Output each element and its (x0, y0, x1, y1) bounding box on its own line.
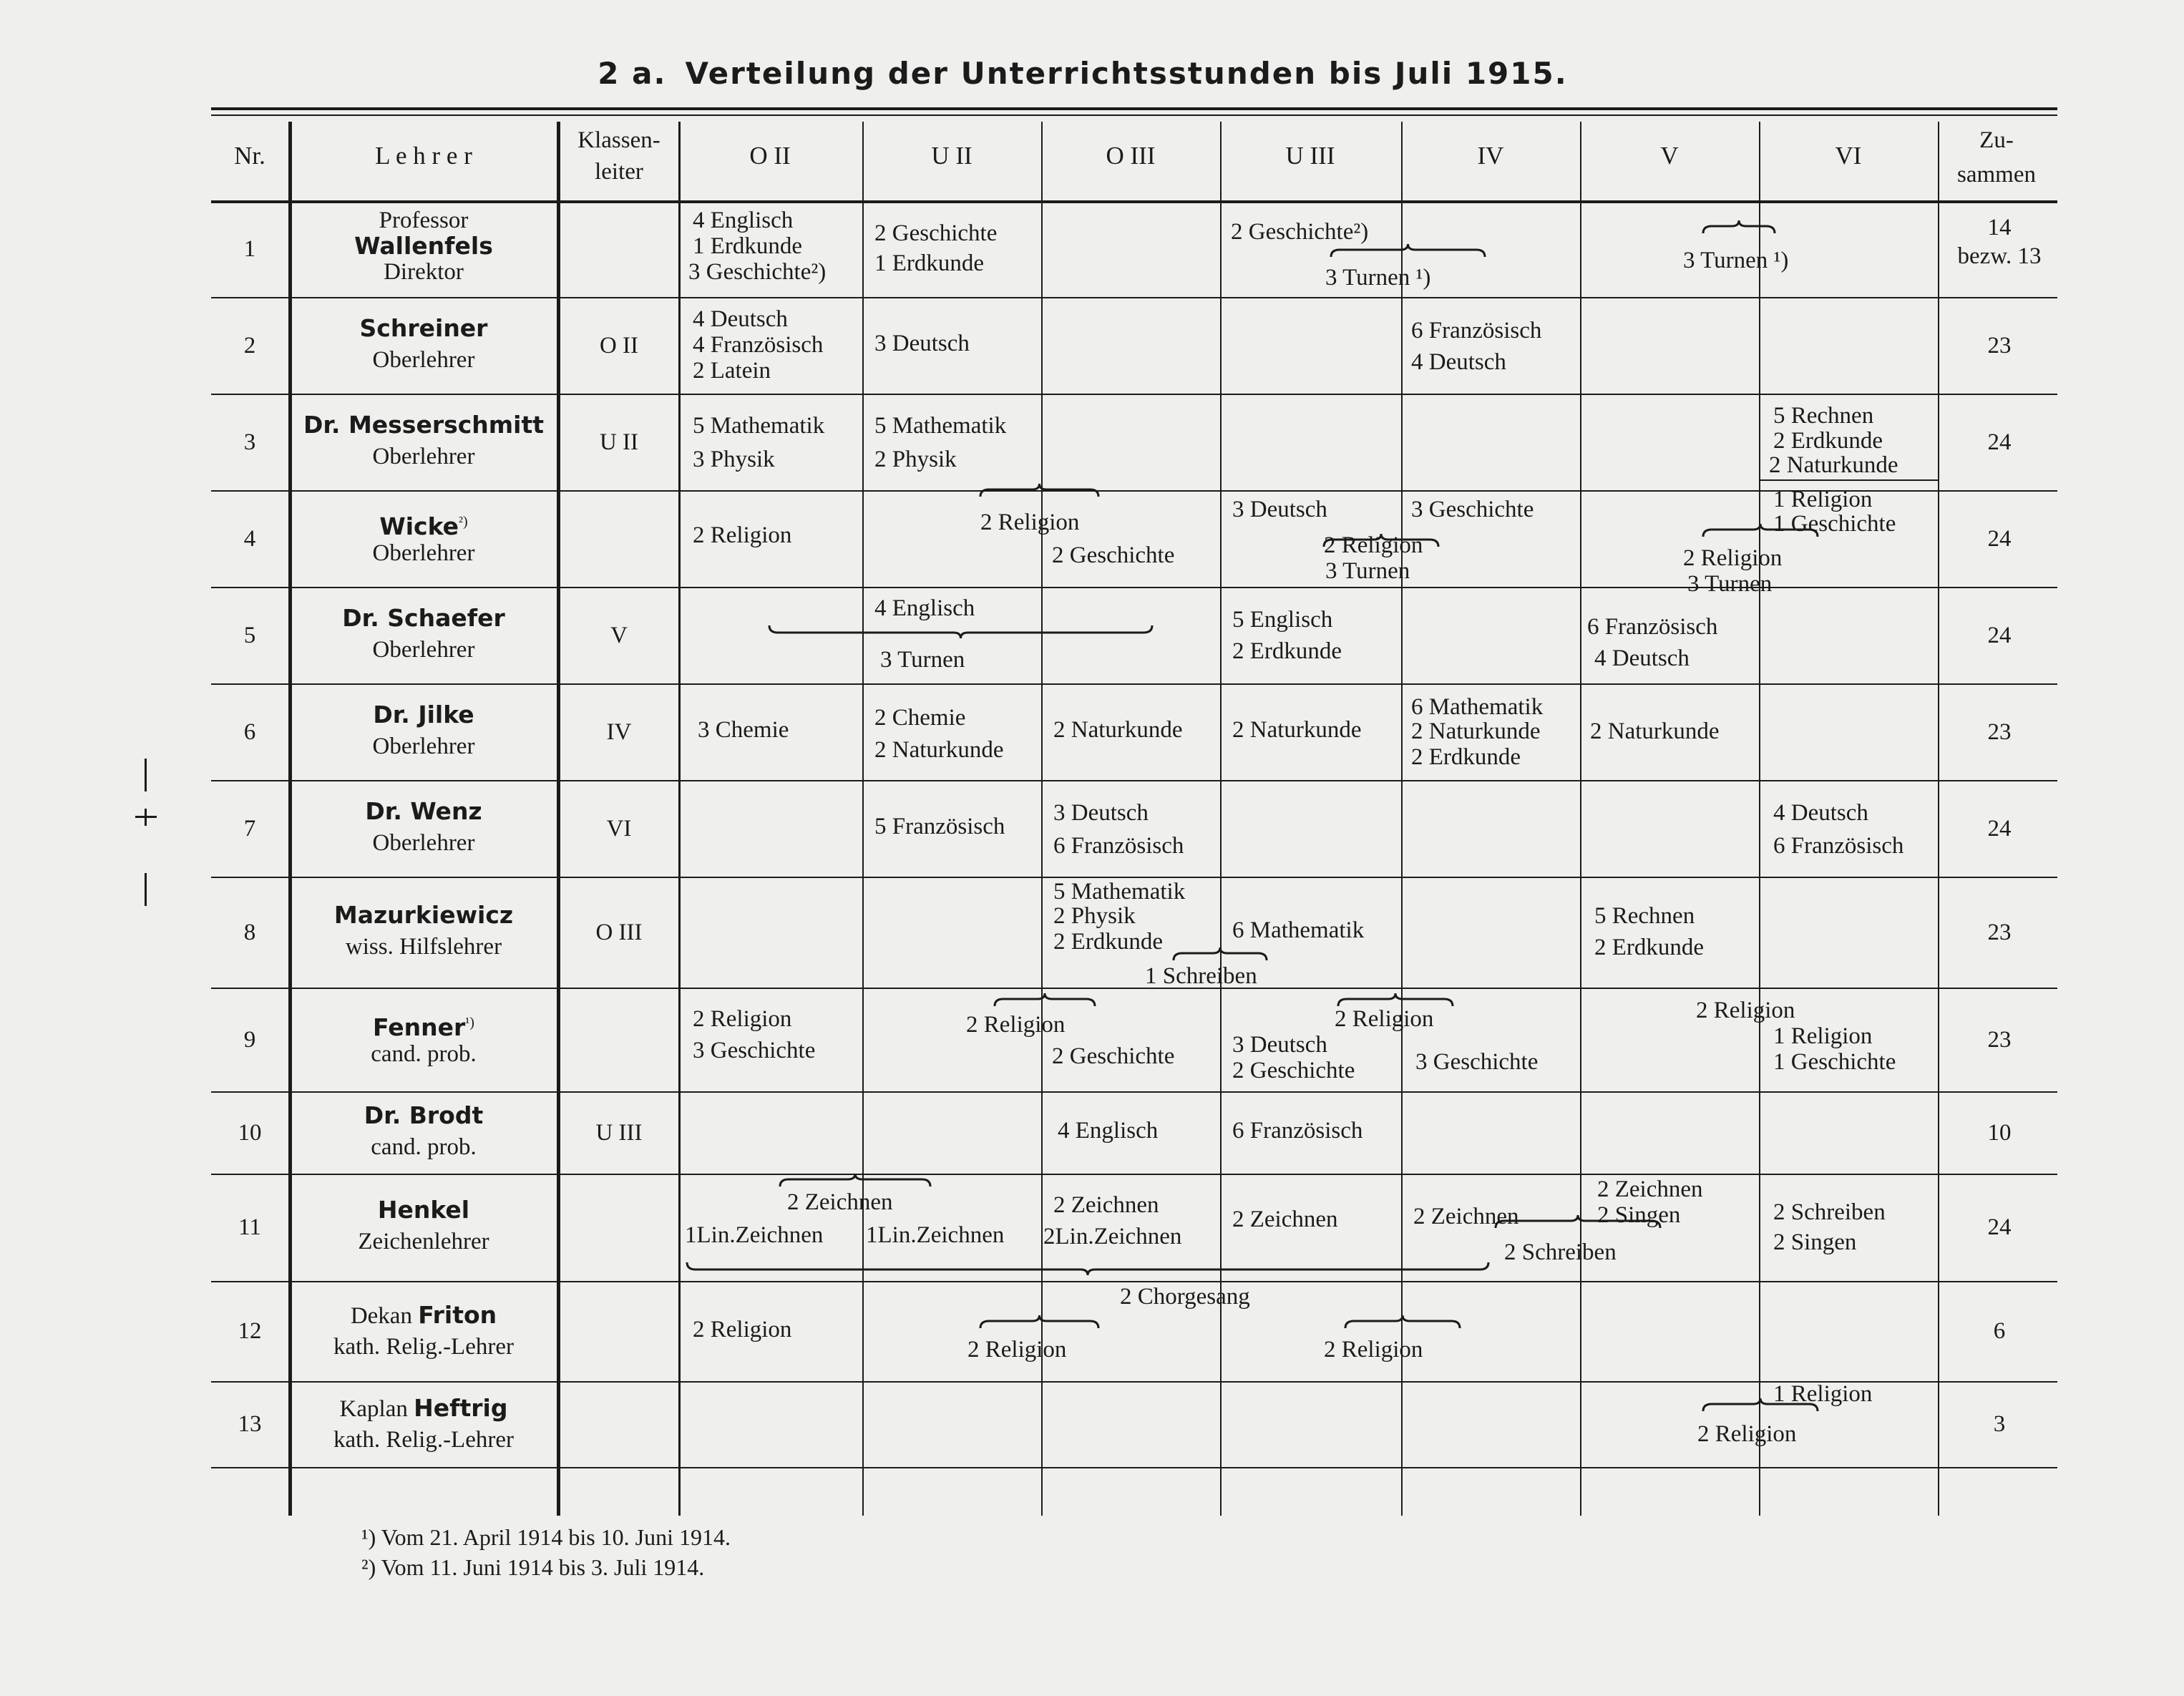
subject-entry: 5 Französisch (874, 814, 1005, 839)
footnote-ref: ²) (459, 513, 468, 530)
teacher-name-line (303, 412, 544, 439)
subject-entry: 5 Rechnen (1773, 403, 1874, 429)
header-zusammen: Zu- (1979, 127, 2014, 153)
brace-turnen (769, 623, 1152, 640)
total-hours: 10 (1987, 1119, 2012, 1146)
total-hours: 24 (1987, 815, 2012, 842)
subject-entry: 2 Geschichte (1232, 1058, 1355, 1083)
subject-entry: 3 Geschichte (1415, 1049, 1539, 1075)
row-number: 4 (243, 525, 256, 552)
total-hours: 24 (1987, 429, 2012, 455)
subject-entry: 2 Singen (1773, 1229, 1857, 1255)
teacher-name: Fenner (373, 1013, 466, 1041)
total-hours: 23 (1987, 332, 2012, 359)
row-number: 10 (238, 1119, 262, 1146)
teacher-name-line (340, 1395, 508, 1422)
teacher-name-line (373, 1010, 474, 1041)
teacher-name-line (373, 702, 474, 728)
column-divider (862, 122, 864, 1516)
header-bottom-rule (211, 200, 2057, 203)
teacher-role: wiss. Hilfslehrer (345, 933, 502, 960)
subject-entry: 2 Zeichnen (1232, 1207, 1338, 1232)
subject-entry: 3 Turnen ¹) (1683, 248, 1789, 273)
subject-entry: 2Lin.Zeichnen (1043, 1224, 1182, 1249)
subject-entry: 2 Erdkunde (1232, 638, 1342, 664)
subject-entry: 2 Religion (1324, 1337, 1423, 1363)
brace-religion (1338, 995, 1453, 1012)
subject-entry: 3 Geschichte (693, 1038, 816, 1063)
teacher-name-line (364, 1103, 483, 1129)
teacher-name-line (378, 1197, 469, 1224)
teacher-name: Henkel (377, 1196, 470, 1224)
top-rule-thick (211, 107, 2057, 110)
subject-entry: 3 Turnen (1325, 558, 1410, 584)
brace-religion (995, 995, 1095, 1012)
subject-entry: 6 Mathematik (1411, 694, 1544, 720)
row-divider (211, 587, 2057, 588)
subject-entry: 2 Religion (1335, 1006, 1434, 1032)
header-klassenleiter: leiter (595, 159, 643, 185)
teacher-name: Schreiner (359, 313, 488, 342)
subject-entry: 2 Erdkunde (1053, 929, 1164, 955)
row-divider (211, 1281, 2057, 1282)
subject-entry: 2 Religion (980, 510, 1080, 535)
subject-entry: 2 Erdkunde (1594, 935, 1705, 960)
teacher-role: Oberlehrer (372, 540, 475, 566)
subject-entry: 2 Geschichte (1052, 542, 1175, 568)
subject-entry: 3 Deutsch (1232, 497, 1327, 522)
subject-entry: 2 Zeichnen (787, 1189, 893, 1215)
subject-entry: 3 Geschichte (1411, 497, 1534, 522)
brace-religion (1345, 1317, 1460, 1334)
subject-entry: 2 Erdkunde (1773, 428, 1883, 454)
subject-entry: 4 Deutsch (693, 306, 788, 332)
subject-entry: 2 Naturkunde (1590, 718, 1720, 744)
klassenleiter-value: O III (595, 919, 643, 945)
total-hours: 24 (1987, 622, 2012, 648)
top-rule-thin (211, 114, 2057, 116)
subject-entry: 1 Schreiben (1145, 963, 1257, 989)
subject-entry: 2 Naturkunde (1232, 717, 1362, 743)
subject-entry: 2 Chorgesang (1120, 1284, 1250, 1310)
total-hours: 14 (1987, 214, 2012, 240)
subject-entry: 2 Zeichnen (1597, 1176, 1703, 1202)
brace-religion (1324, 535, 1438, 552)
teacher-role: kath. Relig.-Lehrer (333, 1334, 514, 1360)
subject-entry: 2 Religion (693, 1006, 792, 1032)
brace-religion (1703, 525, 1818, 542)
subject-entry: 2 Zeichnen (1413, 1204, 1519, 1229)
header-class: O III (1106, 142, 1156, 170)
subject-entry: 1Lin.Zeichnen (685, 1222, 824, 1248)
subject-entry: 3 Deutsch (1053, 800, 1149, 826)
header-klassenleiter: Klassen- (577, 127, 660, 153)
subject-entry: 2 Geschichte (1052, 1043, 1175, 1069)
klassenleiter-value: O II (599, 332, 639, 359)
row-divider (211, 394, 2057, 395)
subject-entry: 1 Geschichte (1773, 1049, 1896, 1075)
teacher-name: Mazurkiewicz (333, 900, 514, 929)
column-divider-nr (288, 122, 292, 1516)
brace-religion (1703, 1400, 1818, 1417)
subject-entry: 6 Mathematik (1232, 917, 1365, 943)
row-divider (211, 683, 2057, 685)
subject-entry: 2 Physik (1053, 903, 1136, 929)
header-class: V (1660, 142, 1679, 170)
subject-entry: 3 Chemie (698, 717, 789, 743)
subject-entry: 6 Französisch (1053, 833, 1184, 859)
teacher-title: Kaplan (339, 1396, 408, 1422)
subject-entry: 2 Naturkunde (1411, 718, 1541, 744)
teacher-name: Dr. Schaefer (342, 603, 505, 632)
brace-religion (980, 1317, 1098, 1334)
subject-entry: 2 Chemie (874, 705, 966, 731)
column-divider (1759, 122, 1760, 1516)
subject-entry: 2 Schreiben (1773, 1199, 1886, 1225)
row-number: 11 (238, 1214, 261, 1240)
row-divider (211, 297, 2057, 298)
total-hours: 24 (1987, 1214, 2012, 1240)
klassenleiter-value: VI (606, 815, 632, 842)
header-class: U II (931, 142, 972, 170)
column-divider (1938, 122, 1939, 1516)
brace-religion (980, 485, 1098, 502)
column-divider (1401, 122, 1403, 1516)
teacher-name: Wallenfels (354, 231, 493, 260)
subject-entry: 2 Geschichte (874, 220, 998, 246)
header-nr: Nr. (234, 142, 265, 170)
teacher-name: Heftrig (414, 1394, 508, 1422)
subject-entry: 4 Englisch (693, 208, 794, 233)
subject-entry: 5 Englisch (1232, 607, 1333, 633)
subject-entry: 2 Religion (966, 1012, 1066, 1038)
subject-entry: 5 Mathematik (1053, 879, 1186, 905)
total-hours: 23 (1987, 919, 2012, 945)
row-number: 13 (238, 1411, 262, 1437)
subject-entry: 2 Naturkunde (874, 737, 1004, 763)
column-divider (1580, 122, 1581, 1516)
teacher-role: kath. Relig.-Lehrer (333, 1427, 514, 1453)
brace-schreiben (1174, 949, 1267, 966)
subject-entry: 1 Religion (1773, 487, 1873, 512)
header-class: U III (1285, 142, 1335, 170)
row-divider (211, 988, 2057, 989)
subject-entry: 2 Religion (967, 1337, 1067, 1363)
row-number: 5 (243, 622, 256, 648)
row-number: 8 (243, 919, 256, 945)
teacher-name-line (351, 1302, 497, 1329)
teacher-role: Oberlehrer (372, 443, 475, 469)
brace-zeichnen (687, 1259, 1488, 1277)
teacher-role: Oberlehrer (372, 733, 475, 759)
brace-zeichnen (780, 1175, 930, 1192)
teacher-role: cand. prob. (371, 1040, 477, 1067)
subject-entry: 3 Deutsch (1232, 1032, 1327, 1058)
brace-schreiben (1496, 1217, 1660, 1234)
row-number: 7 (243, 815, 256, 842)
subject-entry: 2 Geschichte²) (1231, 219, 1369, 245)
subject-entry: 2 Religion (693, 522, 792, 548)
total-hours: 3 (1993, 1411, 2006, 1437)
brace-turnen (1703, 222, 1775, 239)
header-class: O II (749, 142, 791, 170)
teacher-name: Dr. Jilke (373, 700, 474, 728)
column-divider-klassenleiter (678, 122, 681, 1516)
row-divider (211, 1091, 2057, 1093)
teacher-role: Zeichenlehrer (358, 1229, 489, 1254)
teacher-role: cand. prob. (371, 1134, 477, 1160)
footnote-1: ¹) Vom 21. April 1914 bis 10. Juni 1914. (361, 1524, 731, 1550)
subject-entry: 1 Religion (1773, 1381, 1873, 1407)
klassenleiter-value: U III (595, 1119, 643, 1146)
teacher-name-line (359, 313, 488, 342)
subject-entry: 2 Singen (1597, 1202, 1681, 1228)
subject-entry: 1 Erdkunde (693, 233, 803, 259)
bottom-rule (211, 1467, 2057, 1468)
subject-entry: 4 Französisch (693, 332, 824, 358)
subject-entry: 5 Mathematik (693, 413, 825, 439)
subject-entry: 4 Deutsch (1594, 645, 1690, 671)
total-hours: 23 (1987, 1026, 2012, 1053)
row-number: 12 (238, 1318, 262, 1344)
row-number: 6 (243, 718, 256, 745)
subject-entry: 2 Religion (1696, 998, 1795, 1023)
row-divider (211, 1174, 2057, 1175)
klassenleiter-value: U II (599, 429, 639, 455)
teacher-title: Professor (379, 207, 469, 233)
subject-entry: 2 Naturkunde (1053, 717, 1183, 743)
title-text: Verteilung der Unterrichtsstunden bis Juli 1915. (685, 56, 1568, 91)
column-divider (1041, 122, 1043, 1516)
footnote-2: ²) Vom 11. Juni 1914 bis 3. Juli 1914. (361, 1554, 705, 1580)
cell-divider (1759, 479, 1938, 481)
subject-entry: 4 Englisch (874, 595, 975, 621)
subject-entry: 2 Religion (693, 1317, 792, 1342)
subject-entry: 5 Mathematik (874, 413, 1007, 439)
subject-entry: 1 Erdkunde (874, 250, 985, 276)
subject-entry: 3 Turnen ¹) (1325, 265, 1431, 291)
teacher-role: Oberlehrer (372, 346, 475, 373)
header-class: IV (1477, 142, 1504, 170)
subject-entry: 3 Turnen (1687, 571, 1773, 597)
subject-entry: 2 Schreiben (1504, 1239, 1617, 1265)
row-divider (211, 877, 2057, 878)
subject-entry: 3 Physik (693, 447, 775, 472)
subject-entry: 1 Geschichte (1773, 511, 1896, 537)
row-number: 9 (243, 1026, 256, 1053)
subject-entry: 2 Religion (1683, 545, 1783, 571)
column-divider-lehrer (557, 122, 560, 1516)
subject-entry: 6 Französisch (1411, 318, 1542, 343)
teacher-role: Direktor (384, 258, 464, 285)
total-hours-note: bezw. 13 (1957, 243, 2042, 269)
total-hours: 6 (1993, 1318, 2006, 1344)
subject-entry: 3 Geschichte²) (688, 259, 827, 285)
subject-entry: 3 Turnen (880, 647, 965, 673)
row-number: 2 (243, 332, 256, 359)
title-number: 2 a. (598, 56, 667, 91)
teacher-name: Friton (418, 1301, 497, 1329)
header-class: VI (1835, 142, 1862, 170)
footnote-ref: ¹) (465, 1014, 474, 1030)
header-lehrer: L e h r e r (375, 142, 472, 170)
subject-entry: 6 Französisch (1773, 833, 1904, 859)
teacher-name-line (342, 605, 504, 632)
total-hours: 24 (1987, 525, 2012, 552)
teacher-name-line (379, 509, 467, 540)
teacher-role: Oberlehrer (372, 829, 475, 856)
brace-turnen (1331, 245, 1485, 263)
klassenleiter-value: IV (606, 718, 632, 745)
teacher-name: Dr. Messerschmitt (303, 410, 545, 439)
subject-entry: 3 Deutsch (874, 331, 970, 356)
page-title (0, 56, 2184, 91)
klassenleiter-value: V (610, 622, 628, 648)
subject-entry: 6 Französisch (1587, 614, 1718, 640)
total-hours: 23 (1987, 718, 2012, 745)
teacher-name: Dr. Wenz (365, 796, 482, 825)
teacher-name-line (365, 796, 482, 825)
teacher-name: Dr. Brodt (364, 1101, 484, 1129)
subject-entry: 1 Religion (1773, 1023, 1873, 1049)
teacher-name-line (334, 902, 513, 929)
subject-entry: 6 Französisch (1232, 1118, 1363, 1144)
row-divider (211, 780, 2057, 781)
subject-entry: 5 Rechnen (1594, 903, 1695, 929)
subject-entry: 4 Englisch (1058, 1118, 1159, 1144)
teacher-title: Dekan (350, 1303, 412, 1329)
header-zusammen: sammen (1957, 162, 2036, 187)
subject-entry: 2 Zeichnen (1053, 1192, 1159, 1218)
subject-entry: 2 Erdkunde (1411, 744, 1521, 770)
row-number: 1 (243, 235, 256, 262)
subject-entry: 2 Religion (1324, 532, 1423, 558)
subject-entry: 2 Latein (693, 358, 771, 384)
teacher-role: Oberlehrer (372, 636, 475, 663)
subject-entry: 2 Naturkunde (1769, 452, 1898, 478)
subject-entry: 2 Physik (874, 447, 957, 472)
subject-entry: 2 Religion (1697, 1421, 1797, 1447)
teacher-name: Wicke (379, 512, 459, 540)
subject-entry: 1Lin.Zeichnen (866, 1222, 1005, 1248)
subject-entry: 4 Deutsch (1411, 349, 1506, 375)
row-number: 3 (243, 429, 256, 455)
subject-entry: 4 Deutsch (1773, 800, 1868, 826)
